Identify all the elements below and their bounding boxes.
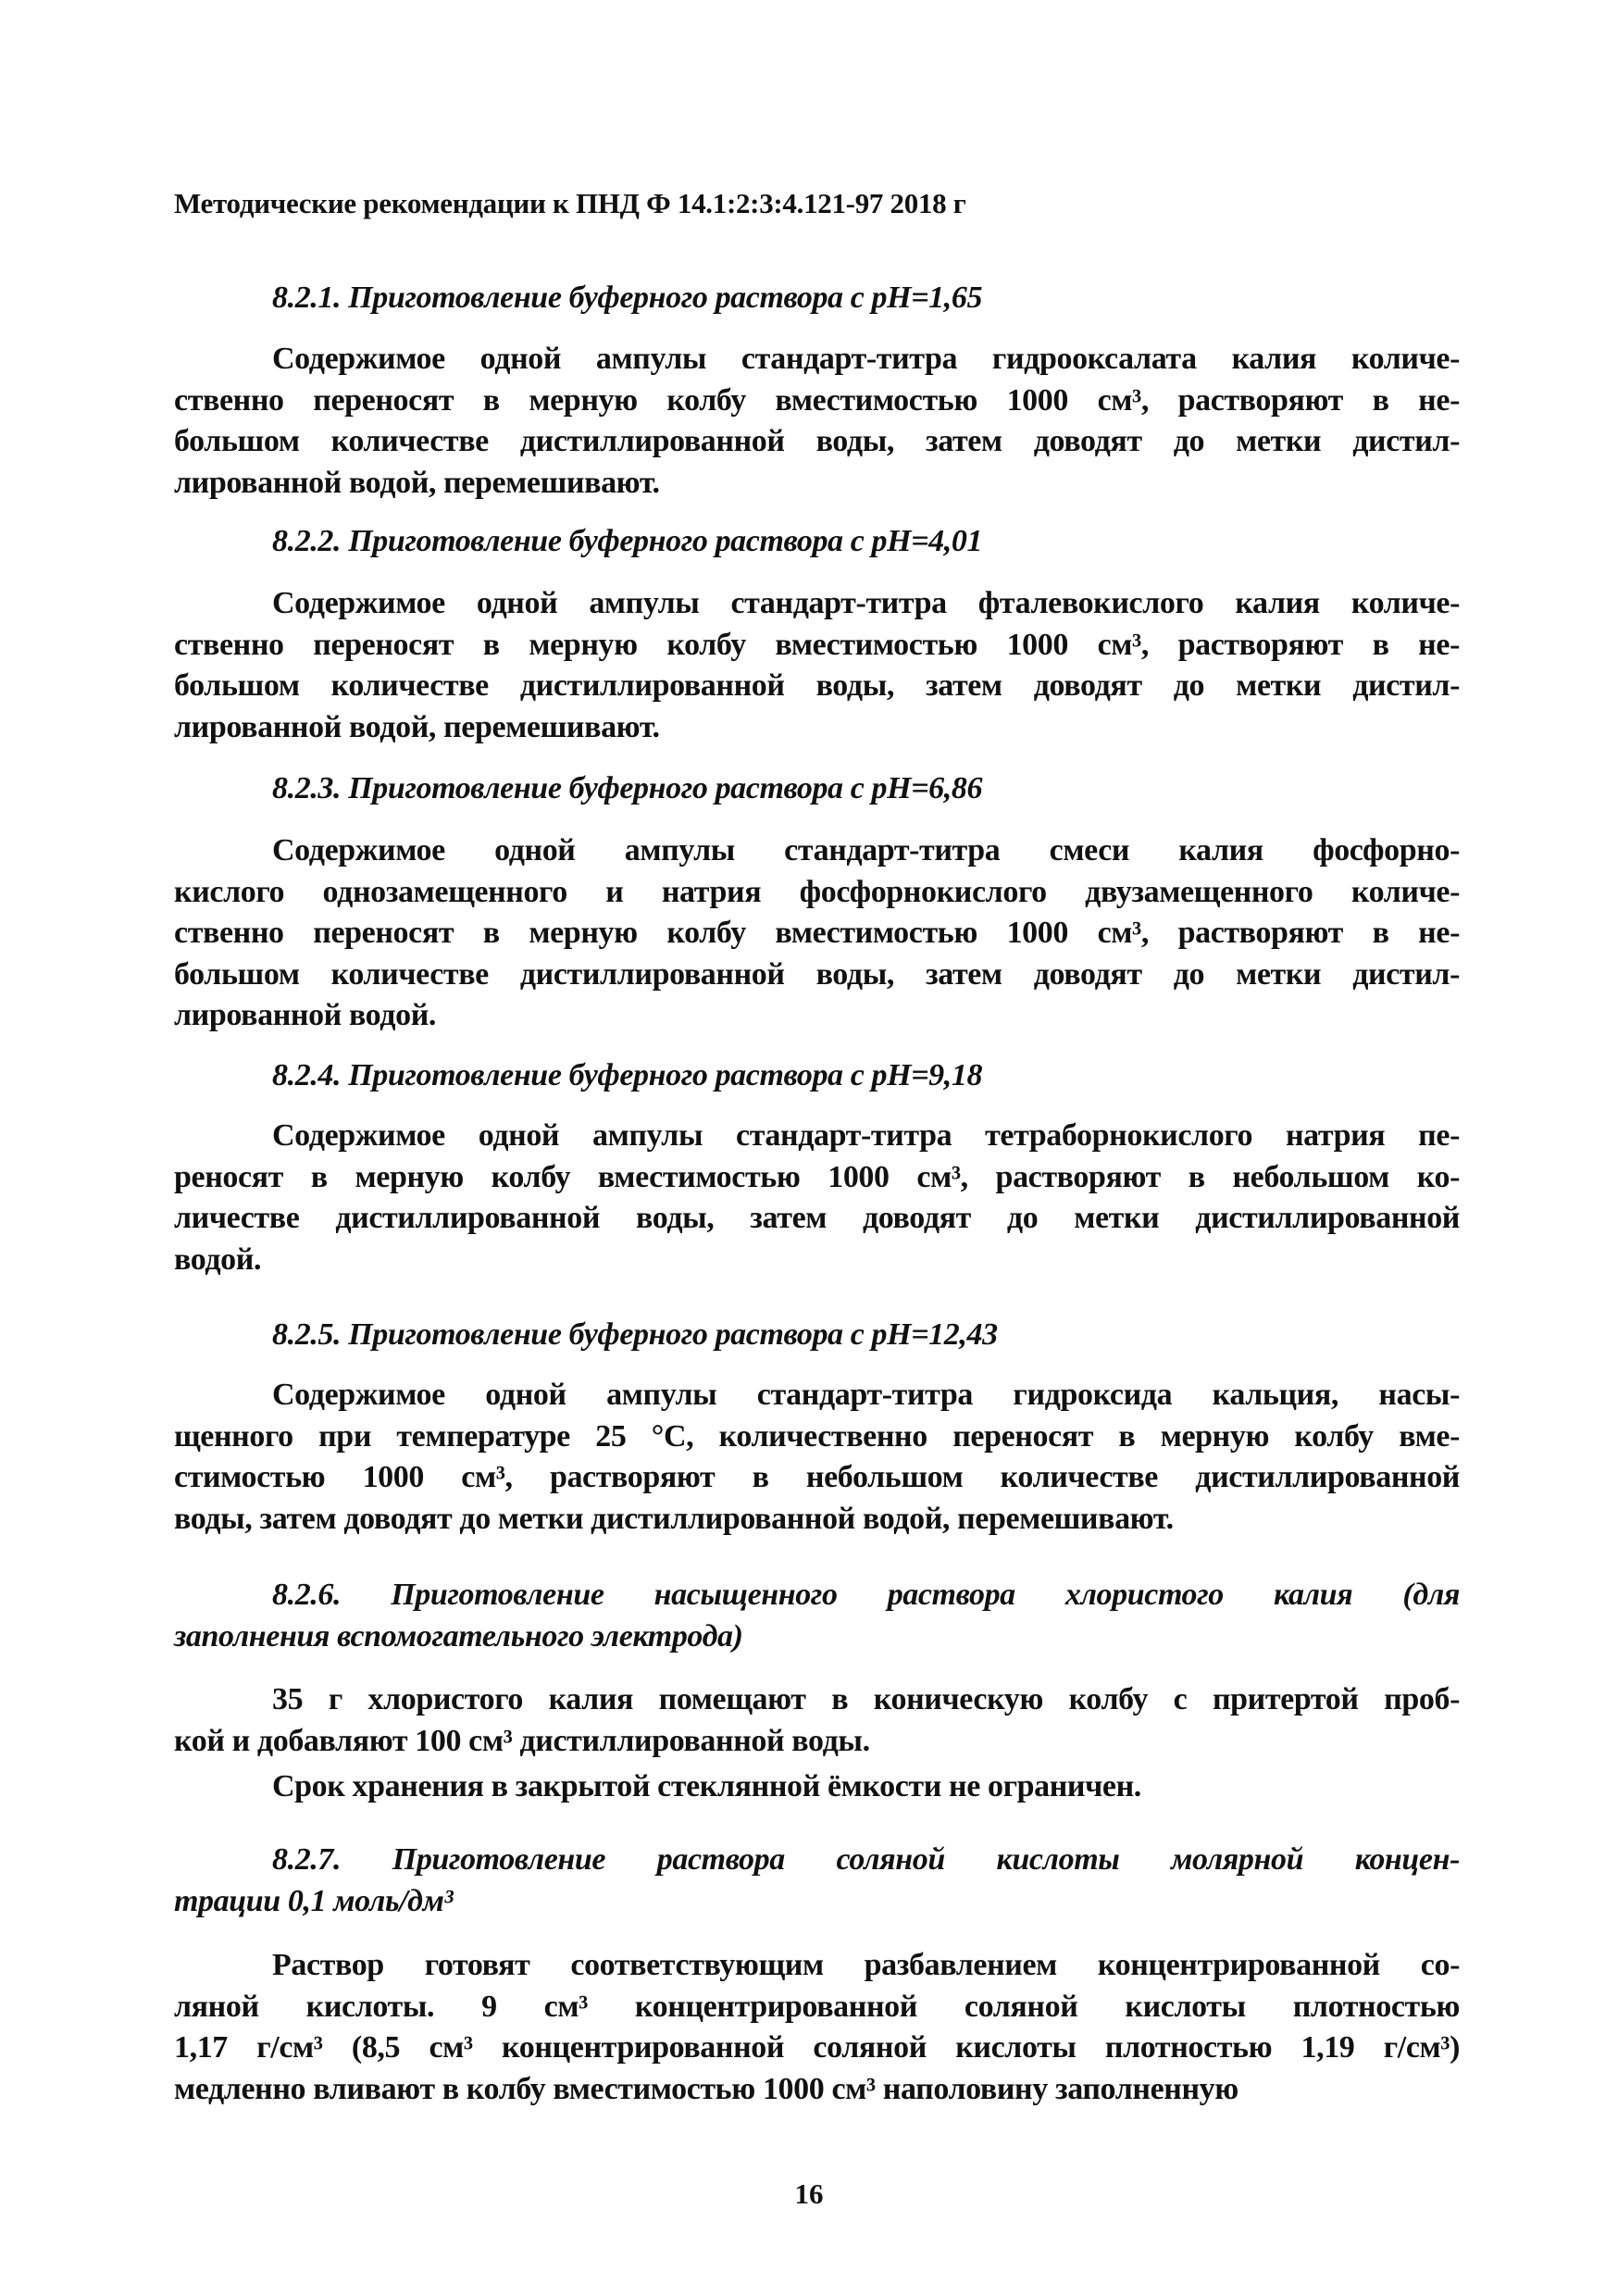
paragraph xyxy=(174,1945,1460,2110)
section-heading xyxy=(174,278,1460,319)
paragraph-line: Раствор готовят соответствующим разбавлением концентрированной со- xyxy=(272,1948,1460,1982)
paragraph-line: щенного при температуре 25 °С, количественно переносят в мерную колбу вме- xyxy=(174,1418,1460,1454)
heading-line: заполнения вспомогательного электрода) xyxy=(174,1618,743,1653)
heading-line: 8.2.3. Приготовление буферного раствора с pH=6,86 xyxy=(272,771,983,805)
paragraph-line: Содержимое одной ампулы стандарт-титра гидрооксалата калия количе- xyxy=(272,342,1460,376)
paragraph-line: реносят в мерную колбу вместимостью 1000 см³, растворяют в небольшом ко- xyxy=(174,1159,1460,1194)
paragraph-line: большом количестве дистиллированной воды, затем доводят до метки дистил- xyxy=(174,424,1460,459)
paragraph-line: стимостью 1000 см³, растворяют в небольшом количестве дистиллированной xyxy=(174,1460,1460,1495)
section-heading xyxy=(174,768,1460,810)
heading-line: 8.2.1. Приготовление буферного раствора с pH=1,65 xyxy=(272,281,983,315)
heading-line: трации 0,1 моль/дм³ xyxy=(174,1883,454,1918)
paragraph-line: Содержимое одной ампулы стандарт-титра тетраборнокислого натрия пе- xyxy=(272,1118,1460,1153)
paragraph xyxy=(174,583,1460,748)
paragraph-line: большом количестве дистиллированной воды, затем доводят до метки дистил- xyxy=(174,956,1460,992)
heading-line: 8.2.2. Приготовление буферного раствора с pH=4,01 xyxy=(272,524,983,558)
section-heading xyxy=(174,1315,1460,1356)
paragraph xyxy=(174,1679,1460,1762)
paragraph xyxy=(174,339,1460,504)
section-heading xyxy=(174,521,1460,563)
running-header: Методические рекомендации к ПНД Ф 14.1:2:3:4.121-97 2018 г xyxy=(174,187,966,219)
paragraph-line: ственно переносят в мерную колбу вместимостью 1000 см³, растворяют в не- xyxy=(174,627,1460,662)
paragraph-line: лированной водой, перемешивают. xyxy=(174,709,660,744)
heading-line: 8.2.4. Приготовление буферного раствора с pH=9,18 xyxy=(272,1058,983,1092)
page-number: 16 xyxy=(794,2177,824,2210)
heading-line: 8.2.6. Приготовление насыщенного раствора хлористого калия (для xyxy=(272,1578,1460,1612)
paragraph-line: Содержимое одной ампулы стандарт-титра фталевокислого калия количе- xyxy=(272,586,1460,620)
paragraph-line: лированной водой, перемешивают. xyxy=(174,465,660,500)
paragraph-line: 1,17 г/см³ (8,5 см³ концентрированной соляной кислоты плотностью 1,19 г/см³) xyxy=(174,2030,1460,2065)
paragraph-line: водой. xyxy=(174,1242,262,1277)
paragraph-line: Срок хранения в закрытой стеклянной ёмкости не ограничен. xyxy=(272,1769,1141,1803)
heading-line: 8.2.5. Приготовление буферного раствора с pH=12,43 xyxy=(272,1317,998,1352)
paragraph-line: ственно переносят в мерную колбу вместимостью 1000 см³, растворяют в не- xyxy=(174,382,1460,418)
paragraph-line: Содержимое одной ампулы стандарт-титра гидроксида кальция, насы- xyxy=(272,1378,1460,1412)
paragraph-line: 35 г хлористого калия помещают в коническую колбу с притертой проб- xyxy=(272,1682,1460,1716)
paragraph-line: медленно вливают в колбу вместимостью 1000 см³ наполовину заполненную xyxy=(174,2071,1238,2106)
heading-line: 8.2.7. Приготовление раствора соляной кислоты молярной концен- xyxy=(272,1842,1460,1877)
section-heading xyxy=(174,1840,1460,1922)
section-heading xyxy=(174,1575,1460,1657)
paragraph-line: воды, затем доводят до метки дистиллированной водой, перемешивают. xyxy=(174,1501,1174,1536)
paragraph xyxy=(174,1116,1460,1280)
paragraph-line: ляной кислоты. 9 см³ концентрированной соляной кислоты плотностью xyxy=(174,1989,1460,2024)
paragraph-line: лированной водой. xyxy=(174,998,436,1033)
paragraph-line: кой и добавляют 100 см³ дистиллированной воды. xyxy=(174,1723,870,1758)
paragraph-line: Содержимое одной ампулы стандарт-титра смеси калия фосфорно- xyxy=(272,833,1460,867)
paragraph-line: большом количестве дистиллированной воды, затем доводят до метки дистил- xyxy=(174,668,1460,704)
paragraph-line: ственно переносят в мерную колбу вместимостью 1000 см³, растворяют в не- xyxy=(174,916,1460,951)
paragraph xyxy=(174,830,1460,1037)
paragraph xyxy=(174,1766,1460,1808)
paragraph xyxy=(174,1375,1460,1540)
section-heading xyxy=(174,1055,1460,1097)
paragraph-line: кислого однозамещенного и натрия фосфорнокислого двузамещенного количе- xyxy=(174,874,1460,909)
paragraph-line: личестве дистиллированной воды, затем доводят до метки дистиллированной xyxy=(174,1201,1460,1236)
